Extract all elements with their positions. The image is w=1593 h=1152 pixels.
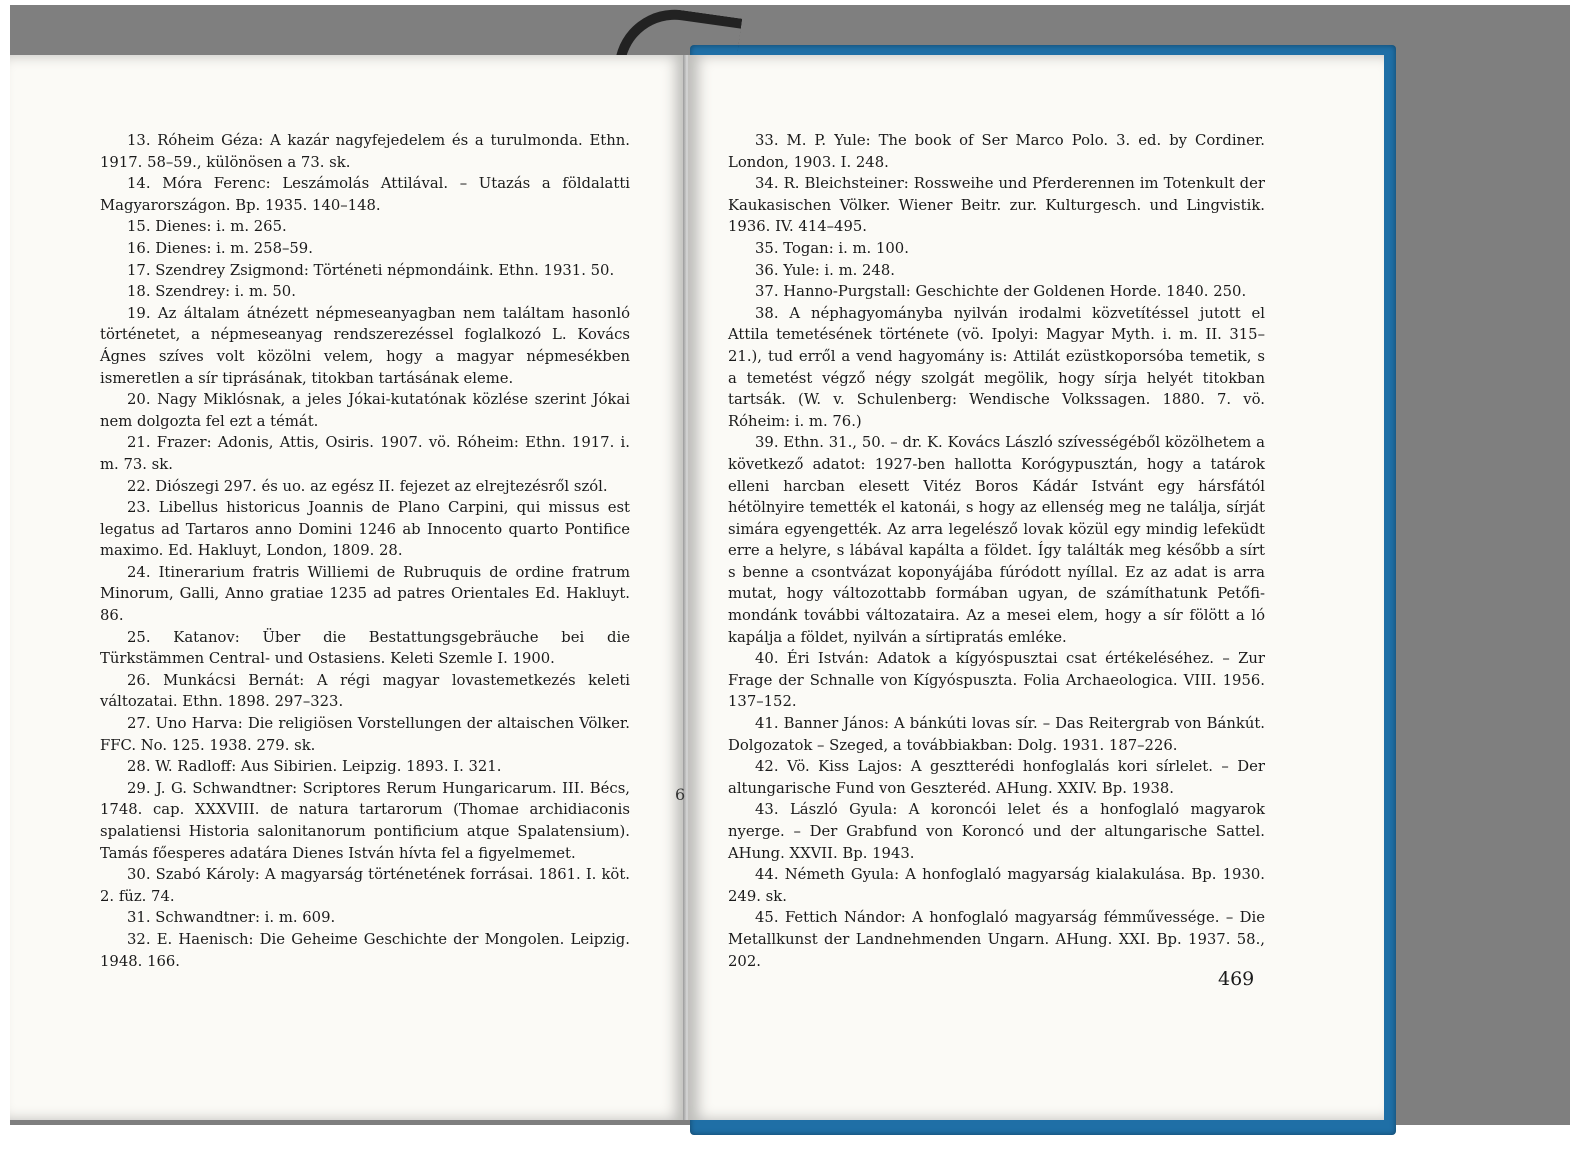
note: 40. Éri István: Adatok a kígyóspusztai csat értékeléséhez. – Zur Frage der Schnalle von Kígyóspuszta. Folia Archaeologica. VIII. 1956. 137–152. <box>728 650 1265 711</box>
note: 24. Itinerarium fratris Williemi de Rubruquis de ordine fratrum Minorum, Galli, Anno gratiae 1235 ad patres Orientales Ed. Hakluyt. 86. <box>100 563 630 625</box>
note: 37. Hanno-Purgstall: Geschichte der Goldenen Horde. 1840. 250. <box>755 283 1247 301</box>
note: 16. Dienes: i. m. 258–59. <box>127 239 313 257</box>
note: 43. László Gyula: A koroncói lelet és a honfoglaló magyarok nyerge. – Der Grabfund von Koroncó und der altungarische Sattel. AHung. XXVII. Bp. 1943. <box>728 801 1265 862</box>
note: 15. Dienes: i. m. 265. <box>127 218 287 236</box>
note: 27. Uno Harva: Die religiösen Vorstellungen der altaischen Völker. FFC. No. 125. 1938. 279. sk. <box>100 715 630 754</box>
stray-mark: 6 <box>675 785 686 804</box>
left-page <box>10 55 686 1120</box>
note: 25. Katanov: Über die Bestattungsgebräuche bei die Türkstämmen Central- und Ostasiens. Keleti Szemle I. 1900. <box>100 628 630 668</box>
note: 33. M. P. Yule: The book of Ser Marco Polo. 3. ed. by Cordiner. London, 1903. I. 248. <box>728 132 1265 171</box>
note: 14. Móra Ferenc: Leszámolás Attilával. – Utazás a földalatti Magyarországon. Bp. 1935. 140–148. <box>100 175 630 214</box>
note: 18. Szendrey: i. m. 50. <box>127 283 296 301</box>
note: 44. Németh Gyula: A honfoglaló magyarság kialakulása. Bp. 1930. 249. sk. <box>728 866 1265 905</box>
note: 32. E. Haenisch: Die Geheime Geschichte der Mongolen. Leipzig. 1948. 166. <box>100 930 630 970</box>
note: 20. Nagy Miklósnak, a jeles Jókai-kutatónak közlése szerint Jókai nem dolgozta fel ezt a témát. <box>100 391 630 430</box>
right-page <box>688 55 1384 1120</box>
note: 26. Munkácsi Bernát: A régi magyar lovastemetkezés keleti változatai. Ethn. 1898. 297–323. <box>100 671 630 711</box>
note: 35. Togan: i. m. 100. <box>755 239 909 257</box>
note: 31. Schwandtner: i. m. 609. <box>127 909 336 927</box>
note: 28. W. Radloff: Aus Sibirien. Leipzig. 1893. I. 321. <box>127 758 502 776</box>
note: 17. Szendrey Zsigmond: Történeti népmondáink. Ethn. 1931. 50. <box>127 261 615 279</box>
note: 34. R. Bleichsteiner: Rossweihe und Pferderennen im Totenkult der Kaukasischen Völker. Wiener Beitr. zur. Kulturgesch. und Lingvistik. 1936. IV. 414–495. <box>728 175 1265 236</box>
note: 21. Frazer: Adonis, Attis, Osiris. 1907. vö. Róheim: Ethn. 1917. i. m. 73. sk. <box>100 434 630 473</box>
note: 19. Az általam átnézett népmeseanyagban nem találtam hasonló történetet, a népmeseanyag rendszerezéssel foglalkozó L. Kovács Ágnes szíves volt közölni velem, hogy a magyar népmesékben ismeretlen a sír tiprásának, titokban tartásának eleme. <box>100 304 630 387</box>
note: 36. Yule: i. m. 248. <box>755 261 895 279</box>
note: 42. Vö. Kiss Lajos: A gesztterédi honfoglalás kori sírlelet. – Der altungarische Fund von Geszteréd. AHung. XXIV. Bp. 1938. <box>728 758 1265 797</box>
note: 23. Libellus historicus Joannis de Plano Carpini, qui missus est legatus ad Tartaros anno Domini 1246 ab Innocento quarto Pontifice maximo. Ed. Hakluyt, London, 1809. 28. <box>100 499 630 560</box>
note: 29. J. G. Schwandtner: Scriptores Rerum Hungaricarum. III. Bécs, 1748. cap. XXXVIII. de natura tartarorum (Thomae archidiaconis spalatiensi Historia salonitanorum pontificium atque Spalatensium). Tamás főesperes adatára Dienes István hívta fel a figyelmemet. <box>100 779 630 862</box>
left-notes <box>100 130 630 972</box>
note: 39. Ethn. 31., 50. – dr. K. Kovács László szívességéből közölhetem a következő adatot: 1927-ben hallotta Korógypusztán, hogy a tatárok elleni harcban elesett Vitéz Boros Kádár Istvánt egy hársfától hétölnyire temették el katonái, s hogy az ellenség meg ne találja, sírját simára egyengették. Az arra legelésző lovak közül egy mindig lefeküdt erre a helyre, s lábával kapálta a földet. Így találták meg később a sírt s benne a csontvázat koponyájába fúródott nyíllal. Ez az adat is arra mutat, hogy változottabb formában ugyan, de számíthatunk Petőfi-mondánk további változataira. Az a mesei elem, hogy a sír fölött a ló kapálja a földet, nyilván a sírtipratás emléke. <box>728 434 1265 646</box>
note: 13. Róheim Géza: A kazár nagyfejedelem és a turulmonda. Ethn. 1917. 58–59., különösen a 73. sk. <box>100 132 630 171</box>
note: 30. Szabó Károly: A magyarság történetének forrásai. 1861. I. köt. 2. füz. 74. <box>100 866 630 905</box>
page-number: 469 <box>1218 968 1255 990</box>
note: 45. Fettich Nándor: A honfoglaló magyarság fémművessége. – Die Metallkunst der Landnehmenden Ungarn. AHung. XXI. Bp. 1937. 58., 202. <box>728 909 1265 970</box>
right-notes <box>728 130 1265 972</box>
note: 38. A néphagyományba nyilván irodalmi közvetítéssel jutott el Attila temetésének története (vö. Ipolyi: Magyar Myth. i. m. II. 315–21.), tud erről a vend hagyomány is: Attilát ezüstkoporsóba temetik, s a temetést végző négy szolgát megölik, hogy sírja helyét titokban tartsák. (W. v. Schulenberg: Wendische Volkssagen. 1880. 7. vö. Róheim: i. m. 76.) <box>728 304 1265 430</box>
note: 22. Diószegi 297. és uo. az egész II. fejezet az elrejtezésről szól. <box>127 477 608 495</box>
note: 41. Banner János: A bánkúti lovas sír. – Das Reitergrab von Bánkút. Dolgozatok – Szeged, a továbbiakban: Dolg. 1931. 187–226. <box>728 715 1265 754</box>
